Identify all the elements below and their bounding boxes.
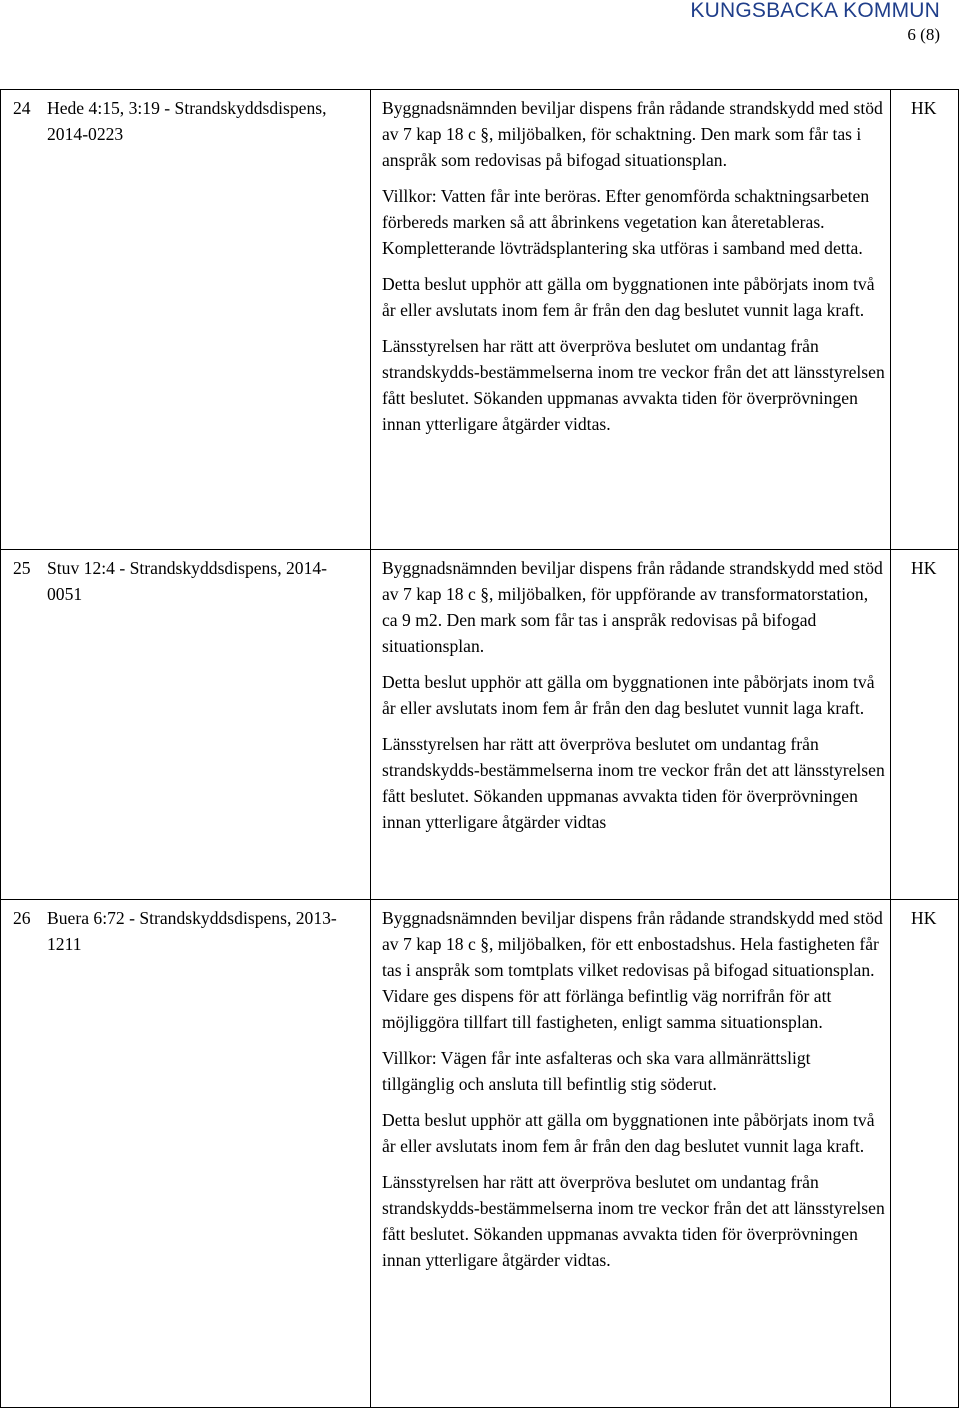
- review-paragraph: Länsstyrelsen har rätt att överpröva beslutet om undantag från strandskydds-bestämmelserna inom tre veckor från det att länsstyrelsen fått beslutet. Sökanden uppmanas avvakta tiden för överprövningen innan ytterligare åtgärder vidtas: [382, 734, 885, 832]
- conditions-paragraph: Villkor: Vatten får inte beröras. Efter genomförda schaktningsarbeten förbereds marken så att åbrinkens vegetation kan återetableras. Kompletterande lövträdsplantering ska utföras i samband med detta.: [382, 186, 870, 258]
- item-number: 26: [13, 908, 31, 928]
- item-subject-cell: [1, 900, 371, 1408]
- decision-paragraph: Byggnadsnämnden beviljar dispens från rådande strandskydd med stöd av 7 kap 18 c §, miljöbalken, för schaktning. Den mark som får tas i anspråk som redovisas på bifogad situationsplan.: [382, 98, 883, 170]
- minutes-item-row: [1, 550, 959, 900]
- item-decision-cell: [371, 90, 891, 550]
- decision-paragraph: Byggnadsnämnden beviljar dispens från rådande strandskydd med stöd av 7 kap 18 c §, miljöbalken, för ett enbostadshus. Hela fastigheten får tas i anspråk som tomtplats vilket redovisas på bifogad situationsplan. Vidare ges dispens för att förlänga befintlig väg norrifrån för att möjliggöra tillfart till fastigheten, enligt samma situationsplan.: [382, 908, 883, 1032]
- item-title: Buera 6:72 - Strandskyddsdispens, 2013-1211: [47, 908, 337, 954]
- minutes-item-row: [1, 90, 959, 550]
- item-title: Hede 4:15, 3:19 - Strandskyddsdispens, 2014-0223: [47, 98, 327, 144]
- item-signature-cell: [891, 900, 959, 1408]
- page-number: 6 (8): [907, 25, 940, 44]
- decision-paragraph: Byggnadsnämnden beviljar dispens från rådande strandskydd med stöd av 7 kap 18 c §, miljöbalken, för uppförande av transformatorstation, ca 9 m2. Den mark som får tas i anspråk redovisas på bifogad situationsplan.: [382, 558, 883, 656]
- conditions-paragraph: Villkor: Vägen får inte asfalteras och ska vara allmänrättsligt tillgänglig och ansluta till befintlig stig söderut.: [382, 1048, 811, 1094]
- minutes-table: [0, 89, 959, 1408]
- validity-paragraph: Detta beslut upphör att gälla om byggnationen inte påbörjats inom två år eller avslutats inom fem år från den dag beslutet vunnit laga kraft.: [382, 672, 875, 718]
- review-paragraph: Länsstyrelsen har rätt att överpröva beslutet om undantag från strandskydds-bestämmelserna inom tre veckor från det att länsstyrelsen fått beslutet. Sökanden uppmanas avvakta tiden för överprövningen innan ytterligare åtgärder vidtas.: [382, 336, 885, 434]
- item-decision-cell: [371, 550, 891, 900]
- signature-initials: HK: [911, 908, 937, 928]
- signature-initials: HK: [911, 98, 937, 118]
- organization-name: KUNGSBACKA KOMMUN: [690, 0, 940, 22]
- minutes-item-row: [1, 900, 959, 1408]
- item-decision-cell: [371, 900, 891, 1408]
- item-number: 24: [13, 98, 31, 118]
- review-paragraph: Länsstyrelsen har rätt att överpröva beslutet om undantag från strandskydds-bestämmelserna inom tre veckor från det att länsstyrelsen fått beslutet. Sökanden uppmanas avvakta tiden för överprövningen innan ytterligare åtgärder vidtas.: [382, 1172, 885, 1270]
- item-subject-cell: [1, 550, 371, 900]
- item-title: Stuv 12:4 - Strandskyddsdispens, 2014-0051: [47, 558, 328, 604]
- signature-initials: HK: [911, 558, 937, 578]
- item-signature-cell: [891, 90, 959, 550]
- item-number: 25: [13, 558, 31, 578]
- item-signature-cell: [891, 550, 959, 900]
- validity-paragraph: Detta beslut upphör att gälla om byggnationen inte påbörjats inom två år eller avslutats inom fem år från den dag beslutet vunnit laga kraft.: [382, 274, 875, 320]
- validity-paragraph: Detta beslut upphör att gälla om byggnationen inte påbörjats inom två år eller avslutats inom fem år från den dag beslutet vunnit laga kraft.: [382, 1110, 875, 1156]
- item-subject-cell: [1, 90, 371, 550]
